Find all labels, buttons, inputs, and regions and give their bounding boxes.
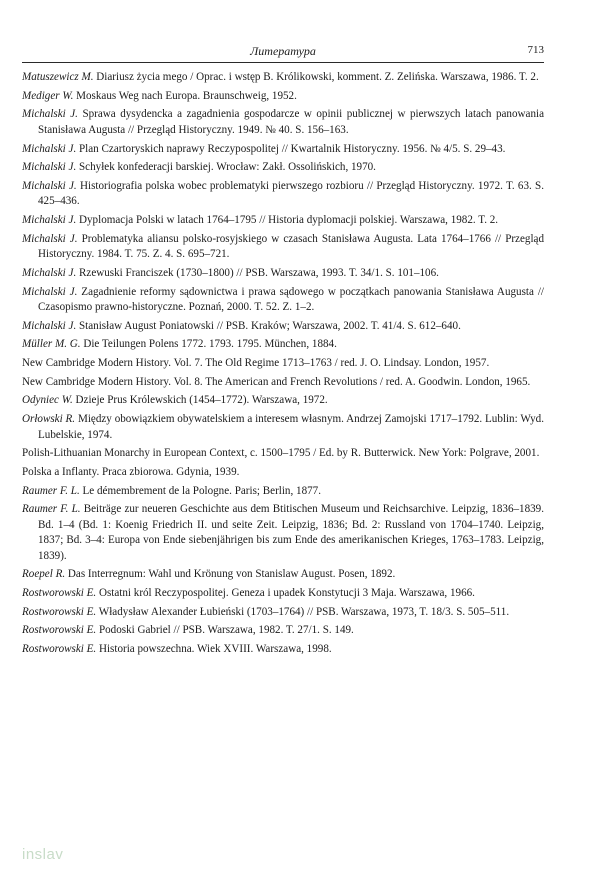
bibliography-entry [22,160,544,175]
entry-author: Michalski J. [22,179,77,192]
entry-text: Moskaus Weg nach Europa. Braunschweig, 1952. [76,89,297,102]
bibliography-entry [22,319,544,334]
entry-text: Stanisław August Poniatowski // PSB. Kraków; Warszawa, 2002. T. 41/4. S. 612–640. [79,319,461,332]
bibliography-entry [22,356,544,371]
entry-author: Raumer F. L. [22,484,80,497]
entry-author: Michalski J. [22,161,77,174]
page-header [22,44,544,60]
bibliography-entry [22,567,544,582]
entry-text: Die Teilungen Polens 1772. 1793. 1795. München, 1884. [83,338,337,351]
bibliography-entry [22,446,544,461]
bibliography-entry [22,623,544,638]
entry-author: Michalski J. [22,232,78,245]
bibliography-list [22,70,544,661]
bibliography-entry [22,642,544,657]
bibliography-entry [22,393,544,408]
entry-text: Historia powszechna. Wiek XVIII. Warszawa, 1998. [98,643,332,656]
bibliography-entry [22,232,544,263]
entry-author: Roepel R. [22,568,66,581]
entry-author: Michalski J. [22,142,77,155]
entry-text: Dyplomacja Polski w latach 1764–1795 // Historia dyplomacji polskiej. Warszawa, 1982. T. 2. [79,214,499,227]
bibliography-entry [22,465,544,480]
entry-text: Zagadnienie reformy sądownictwa i prawa sądowego w początkach panowania Stanisława Augusta // Czasopismo prawno-historyczne. Poznań, 2000. T. 52. Z. 1–2. [38,285,544,313]
entry-text: Rzewuski Franciszek (1730–1800) // PSB. Warszawa, 1993. T. 34/1. S. 101–106. [79,266,439,279]
bibliography-entry [22,375,544,390]
entry-author: Rostworowski E. [22,624,97,637]
entry-author: Raumer F. L. [22,503,81,516]
entry-text: Dzieje Prus Królewskich (1454–1772). Warszawa, 1972. [75,394,328,407]
entry-text: Między obowiązkiem obywatelskiem a interesem własnym. Andrzej Zamojski 1717–1792. Lublin: Wyd. Lubelskie, 1974. [38,413,545,441]
bibliography-entry [22,586,544,601]
watermark: inslav [22,846,64,863]
entry-text: Sprawa dysydencka a zagadnienia gospodarcze w opinii publicznej w pierwszych latach panowania Stanisława Augusta // Przegląd Historyczny. 1949. № 40. S. 156–163. [38,108,544,136]
entry-author: Michalski J. [22,319,77,332]
entry-text: Plan Czartoryskich naprawy Reczypospolitej // Kwartalnik Historyczny. 1956. № 4/5. S. 29–43. [79,142,506,155]
entry-text: Beiträge zur neueren Geschichte aus dem Btitischen Museum und Reichsarchive. Leipzig, 1836–1839. Bd. 1–4 (Bd. 1: Koenig Friedrich II. und seite Zeit. Leipzig, 1836; Bd. 2: Russland von 1704–1740. Leipzig, 1837; Bd. 3–4: Europa von Ende siebenjährigen bis zum Ende des amerikanischen Krieges, 1763–1783. Leipzig, 1839). [38,503,544,562]
bibliography-entry [22,179,544,210]
bibliography-entry [22,412,544,443]
entry-author: Orłowski R. [22,413,76,426]
entry-author: Michalski J. [22,108,78,121]
entry-text: Das Interregnum: Wahl und Krönung von Stanislaw August. Posen, 1892. [67,568,396,581]
bibliography-entry [22,266,544,281]
page-number: 713 [527,44,544,56]
bibliography-entry [22,107,544,138]
entry-author: Rostworowski E. [22,643,97,656]
entry-author: Michalski J. [22,266,77,279]
bibliography-entry [22,484,544,499]
running-title: Литература [250,44,316,58]
entry-text: Ostatni król Reczypospolitej. Geneza i upadek Konstytucji 3 Maja. Warszawa, 1966. [98,587,475,600]
entry-text: Polska a Inflanty. Praca zbiorowa. Gdynia, 1939. [22,465,240,478]
bibliography-entry [22,605,544,620]
entry-author: Rostworowski E. [22,605,97,618]
bibliography-entry [22,142,544,157]
bibliography-entry [22,213,544,228]
header-rule [22,62,544,63]
bibliography-entry [22,337,544,352]
entry-text: Diariusz życia mego / Oprac. i wstęp B. Królikowski, komment. Z. Zelińska. Warszawa, 1986. T. 2. [96,71,539,83]
entry-text: New Cambridge Modern History. Vol. 8. The American and French Revolutions / red. A. Goodwin. London, 1965. [22,375,531,388]
entry-author: Michalski J. [22,214,77,227]
bibliography-entry [22,70,544,85]
entry-author: Michalski J. [22,285,78,298]
entry-text: Podoski Gabriel // PSB. Warszawa, 1982. T. 27/1. S. 149. [98,624,354,637]
entry-text: Historiografia polska wobec problematyki pierwszego rozbioru // Przegląd Historyczny. 1972. T. 63. S. 425–436. [38,179,544,208]
entry-text: Władysław Alexander Łubieński (1703–1764) // PSB. Warszawa, 1973, T. 18/3. S. 505–511. [98,605,510,618]
entry-author: Mediger W. [22,89,74,102]
bibliography-entry [22,89,544,104]
entry-text: Le démembrement de la Pologne. Paris; Berlin, 1877. [82,484,321,497]
entry-text: Problematyka aliansu polsko-rosyjskiego w czasach Stanisława Augusta. Lata 1764–1766 // Przegląd Historyczny. 1984. T. 75. Z. 4. S. 695–721. [38,232,545,261]
entry-author: Müller M. G. [22,338,81,351]
entry-author: Rostworowski E. [22,587,97,600]
entry-text: Polish-Lithuanian Monarchy in European Context, c. 1500–1795 / Ed. by R. Butterwick. New York: Polgrave, 2001. [22,447,540,460]
entry-text: Schyłek konfederacji barskiej. Wrocław: Zakł. Ossolińskich, 1970. [79,161,376,174]
entry-author: Matuszewicz M. [22,71,94,83]
entry-author: Odyniec W. [22,394,73,407]
bibliography-entry [22,285,544,316]
bibliography-entry [22,502,544,564]
entry-text: New Cambridge Modern History. Vol. 7. The Old Regime 1713–1763 / red. J. O. Lindsay. London, 1957. [22,357,490,370]
